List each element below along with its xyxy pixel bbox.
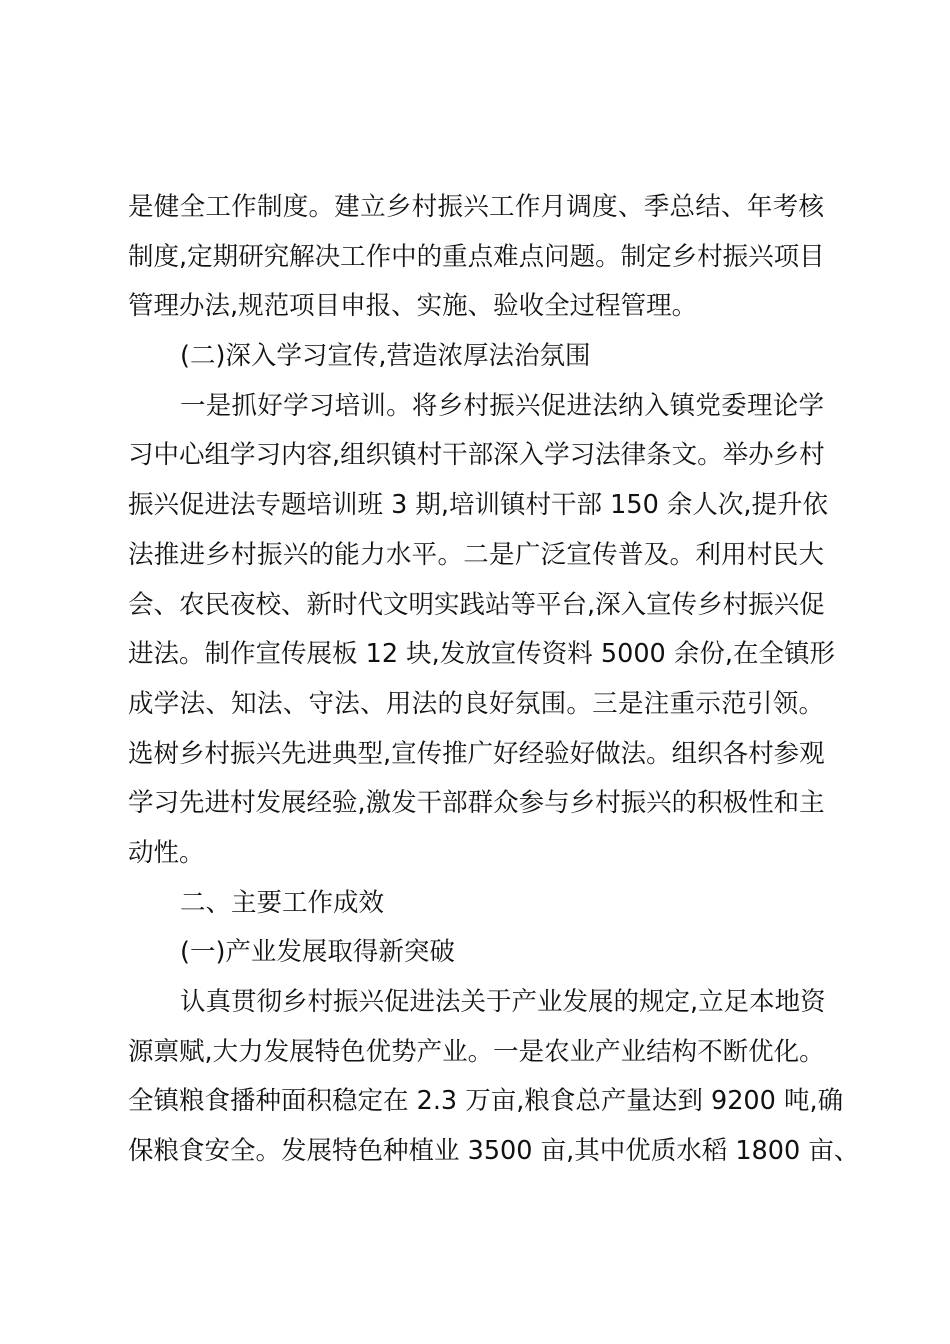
text-line: 学习先进村发展经验,激发干部群众参与乡村振兴的积极性和主 <box>128 788 825 819</box>
text-line: 法推进乡村振兴的能力水平。二是广泛宣传普及。利用村民大 <box>128 539 824 570</box>
text-line: 管理办法,规范项目申报、实施、验收全过程管理。 <box>128 291 698 322</box>
text-line: 认真贯彻乡村振兴促进法关于产业发展的规定,立足本地资 <box>180 987 826 1017</box>
document-body <box>128 184 860 1178</box>
text-line: 一是抓好学习培训。将乡村振兴促进法纳入镇党委理论学 <box>180 390 824 421</box>
text-line: 是健全工作制度。建立乡村振兴工作月调度、季总结、年考核 <box>128 192 824 222</box>
chapter-heading: 二、主要工作成效 <box>180 887 385 918</box>
text-line: 习中心组学习内容,组织镇村干部深入学习法律条文。举办乡村 <box>128 440 825 471</box>
text-line: 全镇粮食播种面积稳定在 2.3 万亩,粮食总产量达到 9200 吨,确 <box>128 1086 844 1117</box>
text-line: 制度,定期研究解决工作中的重点难点问题。制定乡村振兴项目 <box>128 241 825 272</box>
text-line: 选树乡村振兴先进典型,宣传推广好经验好做法。组织各村参观 <box>128 738 825 769</box>
text-line: 动性。 <box>128 837 205 868</box>
text-line: 成学法、知法、守法、用法的良好氛围。三是注重示范引领。 <box>128 688 824 719</box>
text-line: 会、农民夜校、新时代文明实践站等平台,深入宣传乡村振兴促 <box>128 589 825 620</box>
text-line: 进法。制作宣传展板 12 块,发放宣传资料 5000 余份,在全镇形 <box>128 639 835 670</box>
section-heading: (二)深入学习宣传,营造浓厚法治氛围 <box>180 341 591 372</box>
text-line: 源禀赋,大力发展特色优势产业。一是农业产业结构不断优化。 <box>128 1036 825 1067</box>
section-heading: (一)产业发展取得新突破 <box>180 937 455 968</box>
text-line: 保粮食安全。发展特色种植业 3500 亩,其中优质水稻 1800 亩、 <box>128 1136 860 1167</box>
text-line: 振兴促进法专题培训班 3 期,培训镇村干部 150 余人次,提升依 <box>128 490 829 521</box>
